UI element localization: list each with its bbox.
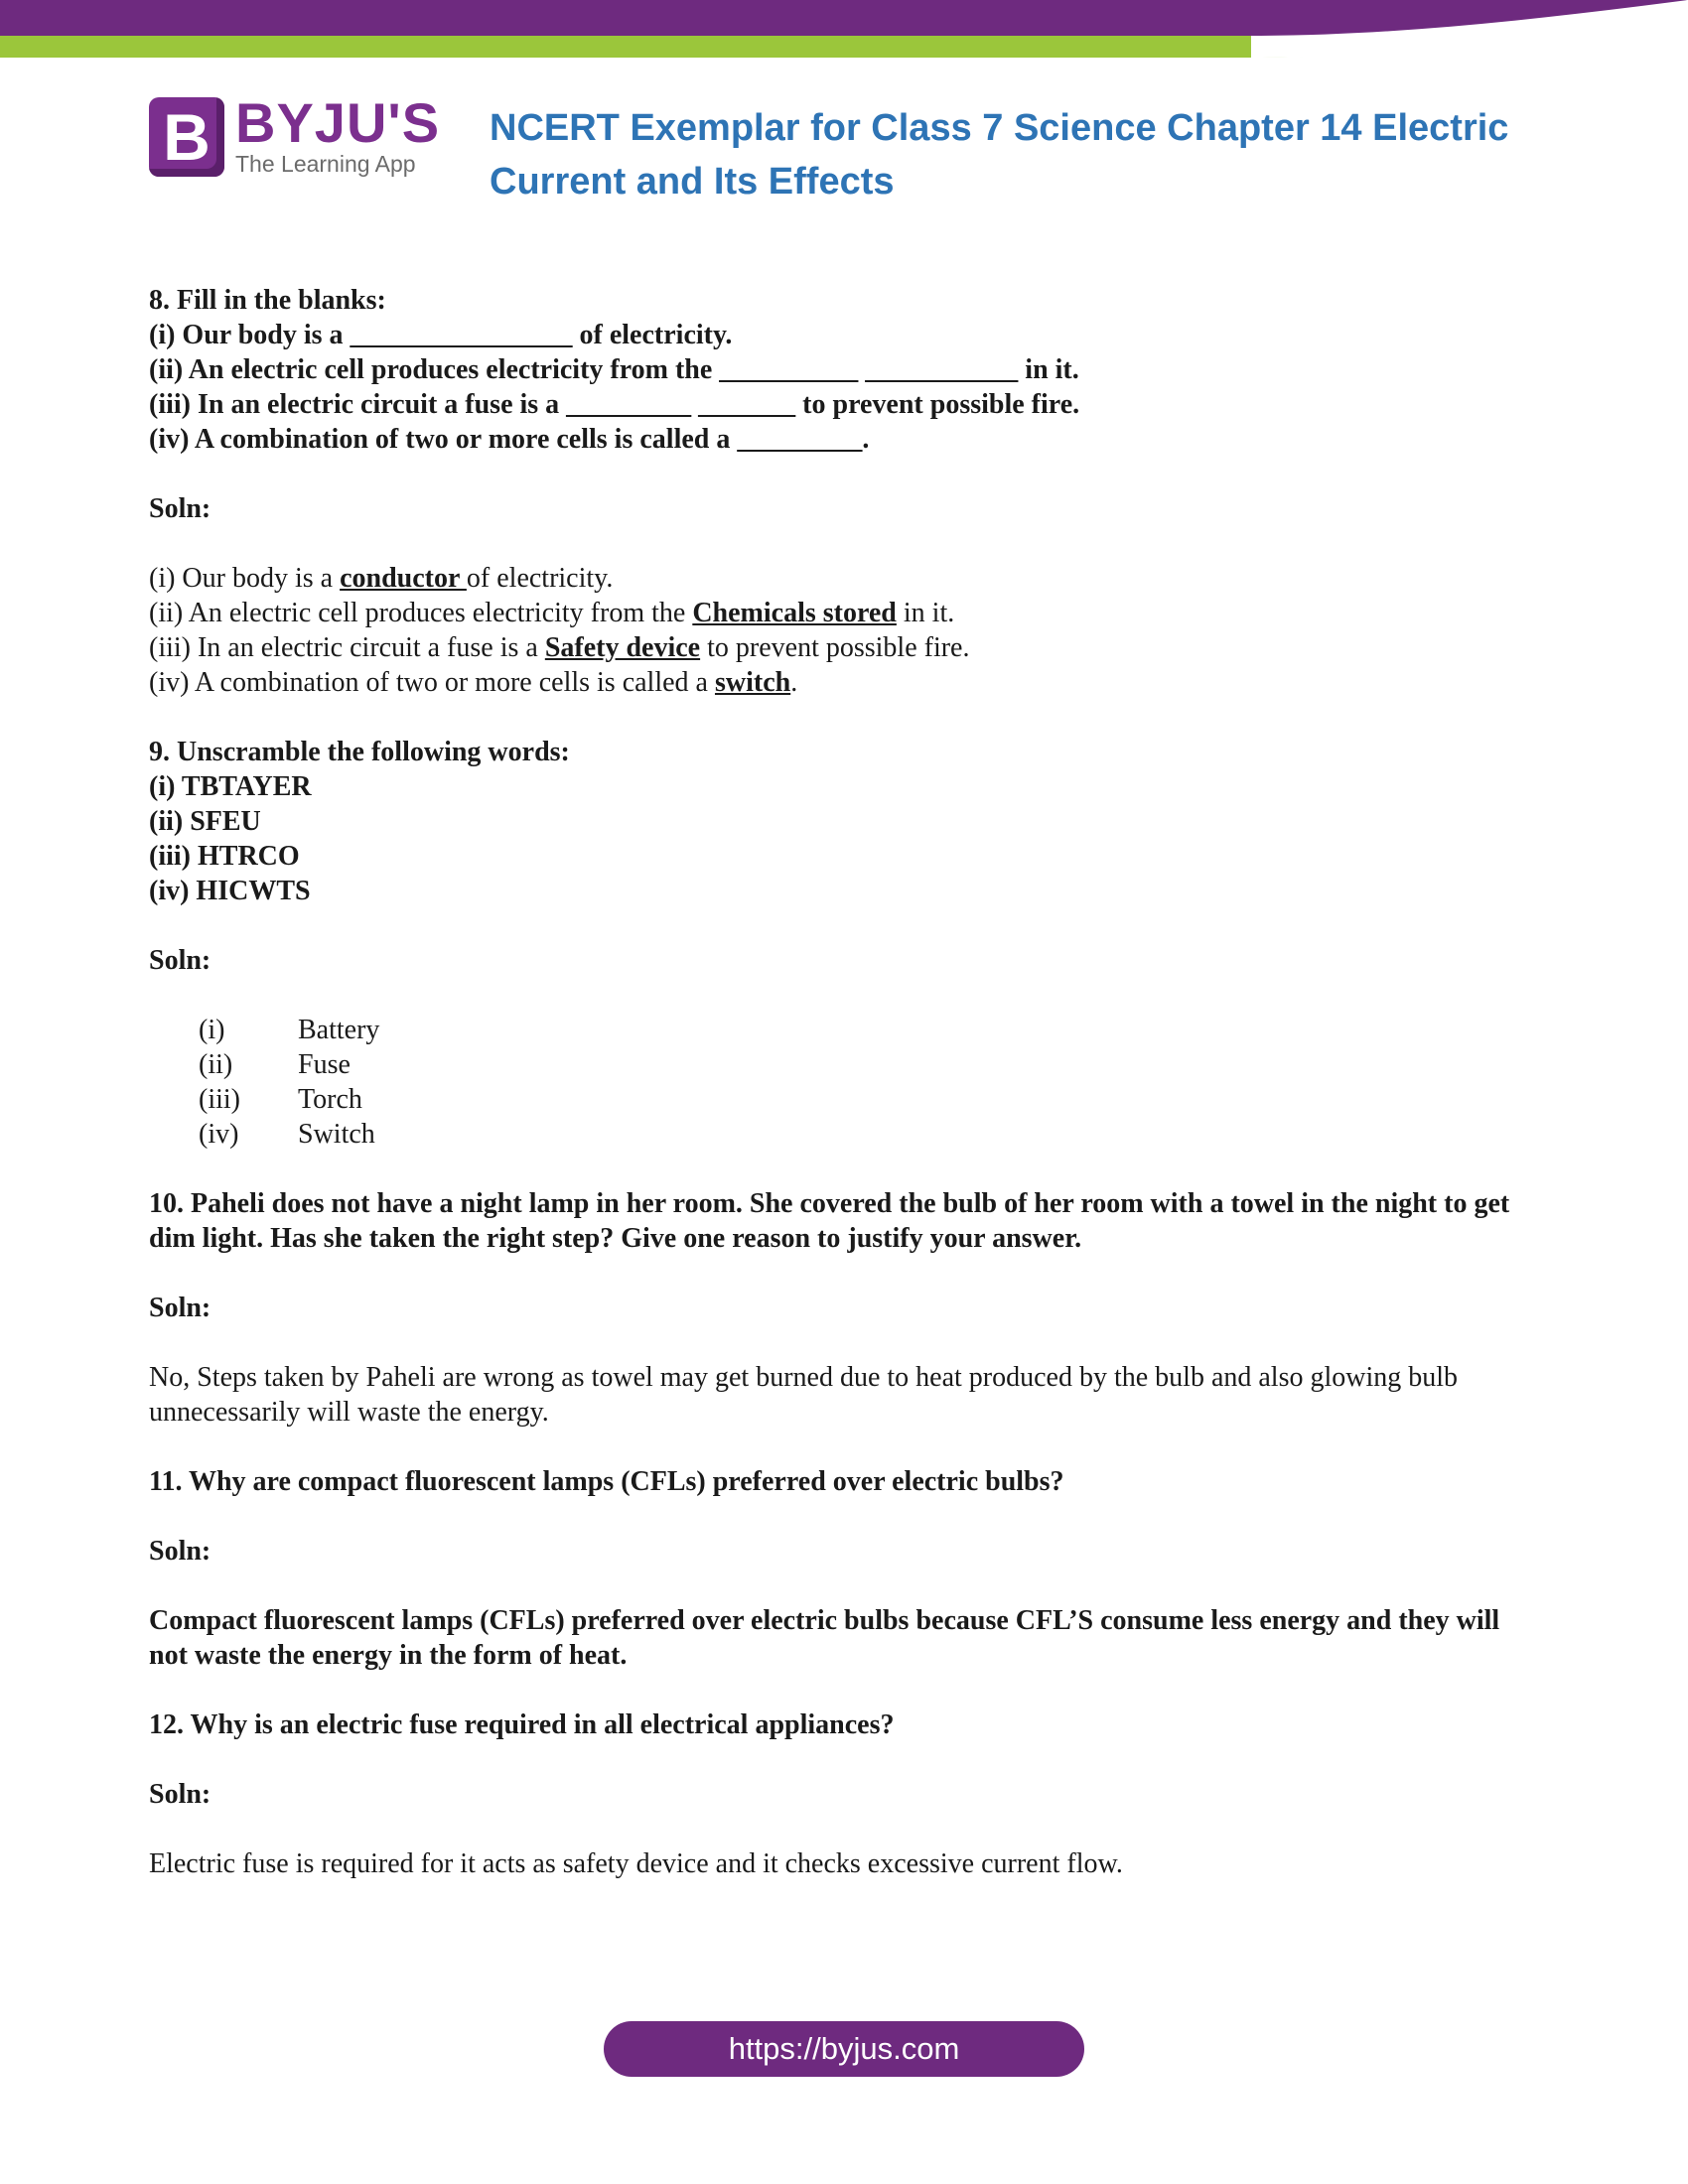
soln-label: Soln: — [149, 945, 211, 976]
answer-8-iv: (iv) A combination of two or more cells is called a switch. — [149, 667, 798, 698]
soln-label: Soln: — [149, 1779, 211, 1810]
logo-letter: B — [163, 100, 211, 174]
question-9-item: (iii) HTRCO — [149, 841, 300, 872]
document-body — [149, 283, 1529, 1881]
question-9-heading: 9. Unscramble the following words: — [149, 737, 570, 767]
soln-label: Soln: — [149, 1293, 211, 1323]
question-9-item: (i) TBTAYER — [149, 771, 312, 802]
question-9-item: (iv) HICWTS — [149, 876, 311, 906]
logo-name: BYJU'S — [235, 91, 441, 154]
question-11: 11. Why are compact fluorescent lamps (CFLs) preferred over electric bulbs? — [149, 1466, 1064, 1497]
list-item: (ii) Fuse — [199, 1049, 351, 1080]
list-item: (iii) Torch — [199, 1084, 362, 1115]
question-8-item: (ii) An electric cell produces electricity from the __________ ___________ in it. — [149, 354, 1079, 385]
answer-11: Compact fluorescent lamps (CFLs) preferred over electric bulbs because CFL’S consume less energy and they will not waste the energy in the form of heat. — [149, 1605, 1500, 1671]
header-band-green — [0, 36, 1321, 58]
answer-8-i: (i) Our body is a conductor of electricity. — [149, 563, 614, 594]
logo-tagline: The Learning App — [235, 151, 416, 177]
page-title: NCERT Exemplar for Class 7 Science Chapter 14 Electric Current and Its Effects — [490, 107, 1509, 203]
question-8-item: (iii) In an electric circuit a fuse is a _________ _______ to prevent possible fire. — [149, 389, 1080, 420]
logo-b-icon — [149, 97, 224, 177]
question-12: 12. Why is an electric fuse required in all electrical appliances? — [149, 1709, 895, 1740]
answer-10: No, Steps taken by Paheli are wrong as towel may get burned due to heat produced by the bulb and also glowing bulb unnecessarily will waste the energy. — [149, 1362, 1459, 1428]
soln-label: Soln: — [149, 493, 211, 524]
list-item: (iv) Switch — [199, 1119, 375, 1150]
soln-label: Soln: — [149, 1536, 211, 1567]
byjus-logo[interactable] — [149, 91, 441, 183]
question-10: 10. Paheli does not have a night lamp in her room. She covered the bulb of her room with a towel in the night to get dim light. Has she taken the right step? Give one reason to justify your answer. — [149, 1188, 1510, 1254]
header-band-curve — [1251, 0, 1688, 58]
answer-12: Electric fuse is required for it acts as safety device and it checks excessive current flow. — [149, 1848, 1123, 1879]
answer-8-iii: (iii) In an electric circuit a fuse is a Safety device to prevent possible fire. — [149, 632, 970, 663]
question-9-item: (ii) SFEU — [149, 806, 261, 837]
question-8-heading: 8. Fill in the blanks: — [149, 285, 386, 316]
list-item: (i) Battery — [199, 1015, 380, 1045]
question-8-item: (i) Our body is a ________________ of electricity. — [149, 320, 733, 350]
question-8-item: (iv) A combination of two or more cells is called a _________. — [149, 424, 870, 455]
footer-url-link[interactable]: https://byjus.com — [604, 2021, 1084, 2077]
answer-8-ii: (ii) An electric cell produces electricity from the Chemicals stored in it. — [149, 598, 955, 628]
